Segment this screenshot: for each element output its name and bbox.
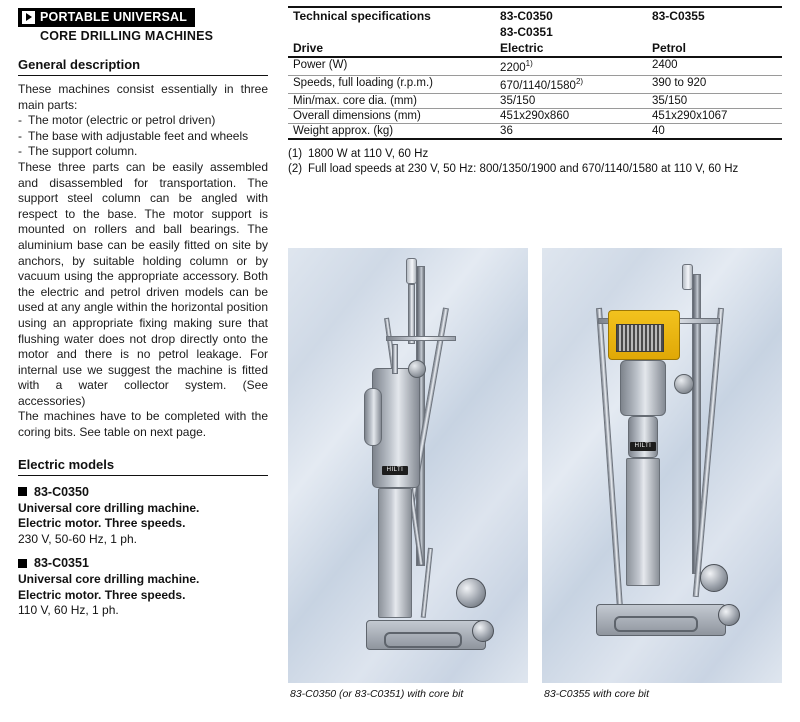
spec-value-col2 (495, 57, 647, 75)
table-row (288, 75, 782, 93)
transport-wheel (472, 620, 494, 642)
footnote-text: Full load speeds at 230 V, 50 Hz: 800/1350/1900 and 670/1140/1580 at 110 V, 60 Hz (308, 163, 739, 176)
table-row (288, 108, 782, 123)
general-intro: These machines consist essentially in three main parts: (18, 82, 268, 112)
general-description-body (18, 82, 268, 441)
column-top-cap (682, 264, 693, 290)
left-column (18, 8, 268, 619)
base-carry-handle (384, 632, 462, 648)
table-header-row-1 (288, 7, 782, 24)
base-carry-handle (614, 616, 698, 632)
drive-label: Drive (288, 40, 495, 57)
spec-label: Min/max. core dia. (mm) (288, 93, 495, 108)
drive-spindle-housing (628, 416, 658, 458)
footnote-text: 1800 W at 110 V, 60 Hz (308, 147, 429, 160)
table-row (288, 123, 782, 139)
transport-wheel (456, 578, 486, 608)
model-code: 83-C0351 (34, 556, 89, 571)
gearbox-housing (620, 360, 666, 416)
general-description-heading: General description (18, 57, 141, 72)
cross-brace (386, 336, 456, 341)
spec-value-col3: 35/150 (647, 93, 782, 108)
spec-label: Weight approx. (kg) (288, 123, 495, 139)
product-title-block (18, 8, 268, 43)
spec-col3-code-1: 83-C0355 (651, 9, 705, 23)
spec-blank-cell (288, 24, 495, 40)
footnotes (288, 147, 782, 177)
heading-divider (18, 75, 268, 76)
spec-value-col3: 451x290x1067 (647, 108, 782, 123)
general-closing-paragraph: The machines have to be completed with the coring bits. See table on next page. (18, 409, 268, 440)
table-row (288, 57, 782, 75)
core-bit-barrel (378, 488, 412, 618)
table-header-row-2 (288, 24, 782, 40)
drive-col3-value: Petrol (647, 40, 782, 57)
motor-handle-housing (364, 388, 382, 446)
spec-value-text: 670/1140/1580 (500, 79, 576, 92)
electric-models-divider (18, 475, 268, 476)
footnote-ref: 1) (525, 59, 533, 68)
spec-table-title: Technical specifications (293, 9, 431, 23)
spec-value-col2: 451x290x860 (495, 108, 647, 123)
model-desc-line2: Electric motor. Three speeds. (18, 516, 186, 531)
feed-knob (674, 374, 694, 394)
spec-label: Overall dimensions (mm) (288, 108, 495, 123)
photo-caption-left: 83-C0350 (or 83-C0351) with core bit (290, 688, 464, 700)
model-code: 83-C0350 (34, 484, 89, 499)
column-shaft (408, 284, 415, 344)
motor-mount (392, 344, 398, 374)
engine-cooling-grill (616, 324, 664, 352)
model-code-row (18, 485, 268, 499)
spec-value-col2: 36 (495, 123, 647, 139)
electric-models-heading: Electric models (18, 456, 115, 472)
transport-wheel (718, 604, 740, 626)
spec-label: Speeds, full loading (r.p.m.) (288, 75, 495, 93)
brand-badge: HILTI (382, 466, 408, 475)
photo-caption-right: 83-C0355 with core bit (544, 688, 650, 700)
model-voltage: 110 V, 60 Hz, 1 ph. (18, 603, 119, 618)
table-row (288, 93, 782, 108)
spec-value-text: 2200 (500, 61, 526, 74)
square-bullet-icon (18, 559, 27, 568)
spec-value-col2: 35/150 (495, 93, 647, 108)
parts-list (18, 113, 268, 160)
list-item: - The motor (electric or petrol driven) (18, 113, 268, 129)
product-photo-electric (288, 248, 528, 683)
product-title-line1: PORTABLE UNIVERSAL (40, 10, 188, 24)
model-desc-line1: Universal core drilling machine. (18, 500, 200, 515)
model-code-row (18, 556, 268, 570)
spec-value-col3: 40 (647, 123, 782, 139)
footnote-ref: 2) (575, 76, 584, 86)
core-bit-barrel (626, 458, 660, 586)
product-title-bar (18, 8, 195, 27)
right-column (288, 6, 782, 178)
model-desc-line2: Electric motor. Three speeds. (18, 587, 186, 602)
product-title-line2: CORE DRILLING MACHINES (40, 29, 214, 43)
product-photo-petrol (542, 248, 782, 683)
spec-col2-code-1: 83-C0350 (500, 9, 553, 23)
footnote-1 (288, 147, 782, 162)
list-item: - The support column. (18, 144, 268, 160)
spec-col3-code-2 (647, 24, 782, 40)
transport-wheel (700, 564, 728, 592)
model-entry-1 (18, 556, 268, 619)
spec-value-col3: 2400 (647, 57, 782, 75)
model-entry-0 (18, 485, 268, 548)
model-voltage: 230 V, 50-60 Hz, 1 ph. (18, 531, 137, 546)
spec-value-col3: 390 to 920 (647, 75, 782, 93)
square-bullet-icon (18, 487, 27, 496)
brand-badge: HILTI (630, 442, 656, 451)
list-item: - The base with adjustable feet and wheels (18, 129, 268, 145)
column-top-cap (406, 258, 417, 284)
footnote-number: (2) (288, 163, 303, 176)
spec-label: Power (W) (288, 57, 495, 75)
model-desc-line1: Universal core drilling machine. (18, 572, 200, 587)
general-body-paragraph: These three parts can be easily assembled and disassembled for transportation. The support steel column can be angled with respect to the base. The motor support is mounted on rollers and ball bearings. The aluminium base can be easily fitted on site by anchors, by suitable holding column or by vacuum using the appropriate accessory. Both the electric and petrol driven models can be used at any angle within the horizontal position using an appropriate fixing making sure that flushing water does not drop directly onto the motor and there is no petrol leakage. For internal use we suggest the machine is fitted with a water collector system. (See accessories) (18, 159, 268, 408)
footnote-number: (1) (288, 147, 303, 160)
footnote-2 (288, 162, 782, 177)
spec-value-col2 (495, 75, 647, 93)
drive-col2-value: Electric (495, 40, 647, 57)
feed-knob (408, 360, 426, 378)
technical-specifications-table (288, 6, 782, 140)
table-header-row-3 (288, 40, 782, 57)
triangle-marker-icon (22, 11, 35, 24)
spec-col2-code-2: 83-C0351 (500, 25, 553, 39)
